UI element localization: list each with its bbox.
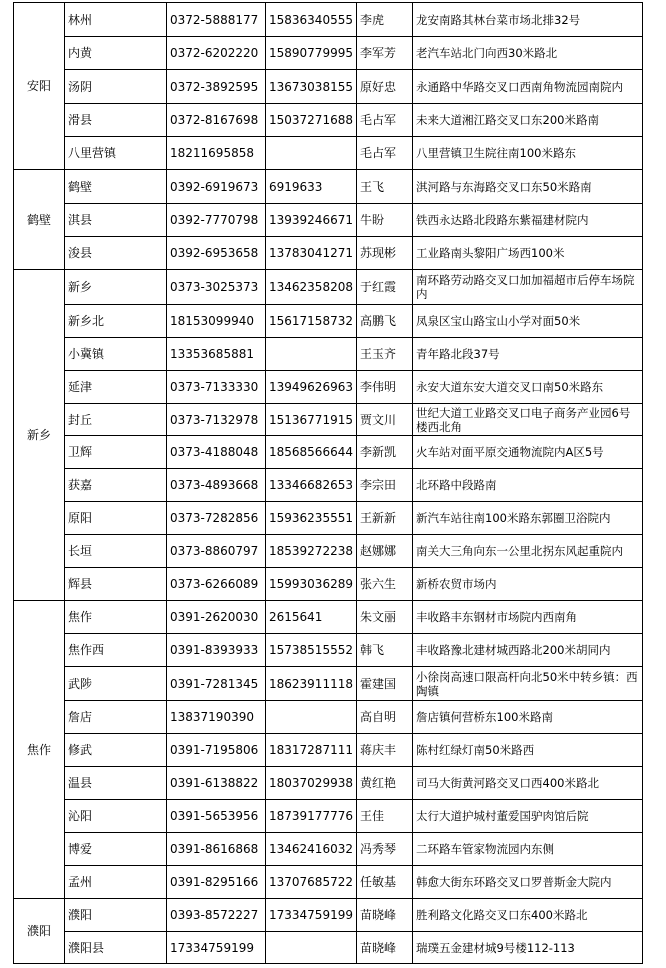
- site-name: 辉县: [65, 568, 167, 601]
- address: 新汽车站往南100米路东郭圈卫浴院内: [413, 502, 643, 535]
- table-row: [14, 137, 643, 170]
- mobile-number: 15037271688: [266, 104, 357, 137]
- phone-number: 0391-5653956: [167, 800, 266, 833]
- mobile-number: [266, 338, 357, 371]
- contact-person: 毛占军: [357, 137, 413, 170]
- address: 韩愈大街东环路交叉口罗普斯金大院内: [413, 866, 643, 899]
- phone-number: 0373-6266089: [167, 568, 266, 601]
- address: 丰收路豫北建材城西路北200米胡同内: [413, 634, 643, 667]
- site-name: 延津: [65, 371, 167, 404]
- phone-number: 0373-4893668: [167, 469, 266, 502]
- contact-person: 李伟明: [357, 371, 413, 404]
- phone-number: 0373-3025373: [167, 270, 266, 305]
- contact-person: 黄红艳: [357, 767, 413, 800]
- table-row: [14, 3, 643, 37]
- mobile-number: [266, 137, 357, 170]
- mobile-number: 15836340555: [266, 3, 357, 37]
- mobile-number: 13939246671: [266, 204, 357, 237]
- address: 龙安南路其林台菜市场北排32号: [413, 3, 643, 37]
- mobile-number: 15617158732: [266, 305, 357, 338]
- mobile-number: 13707685722: [266, 866, 357, 899]
- table-row: [14, 667, 643, 701]
- mobile-number: 15738515552: [266, 634, 357, 667]
- contact-person: 李新凯: [357, 436, 413, 469]
- mobile-number: 17334759199: [266, 899, 357, 932]
- phone-number: 0392-7770798: [167, 204, 266, 237]
- address: 司马大街黄河路交叉口西400米路北: [413, 767, 643, 800]
- table-row: [14, 800, 643, 833]
- phone-number: 0373-7133330: [167, 371, 266, 404]
- contact-person: 高自明: [357, 701, 413, 734]
- phone-number: 0391-7281345: [167, 667, 266, 701]
- contact-person: 李宗田: [357, 469, 413, 502]
- contact-person: 苏现彬: [357, 237, 413, 270]
- phone-number: 0372-5888177: [167, 3, 266, 37]
- phone-number: 13837190390: [167, 701, 266, 734]
- address: 太行大道护城村董爱国驴肉馆后院: [413, 800, 643, 833]
- contact-person: 朱文丽: [357, 601, 413, 634]
- mobile-number: 18739177776: [266, 800, 357, 833]
- contact-person: 高鹏飞: [357, 305, 413, 338]
- table-row: [14, 866, 643, 899]
- site-name: 浚县: [65, 237, 167, 270]
- site-name: 汤阴: [65, 70, 167, 104]
- contact-person: 霍建国: [357, 667, 413, 701]
- contact-person: 李虎: [357, 3, 413, 37]
- contact-person: 李军芳: [357, 37, 413, 70]
- site-name: 孟州: [65, 866, 167, 899]
- address: 淇河路与东海路交叉口东50米路南: [413, 170, 643, 204]
- table-row: [14, 932, 643, 964]
- address: 永安大道东安大道交叉口南50米路东: [413, 371, 643, 404]
- contact-person: 毛占军: [357, 104, 413, 137]
- site-name: 小冀镇: [65, 338, 167, 371]
- site-name: 原阳: [65, 502, 167, 535]
- address: 未来大道湘江路交叉口东200米路南: [413, 104, 643, 137]
- table-row: [14, 170, 643, 204]
- address: 老汽车站北门向西30米路北: [413, 37, 643, 70]
- table-row: [14, 371, 643, 404]
- phone-number: 13353685881: [167, 338, 266, 371]
- contact-person: 于红霞: [357, 270, 413, 305]
- address: 永通路中华路交叉口西南角物流园南院内: [413, 70, 643, 104]
- table-row: [14, 237, 643, 270]
- phone-number: 0391-2620030: [167, 601, 266, 634]
- mobile-number: 15136771915: [266, 404, 357, 436]
- table-row: [14, 436, 643, 469]
- mobile-number: 18539272238: [266, 535, 357, 568]
- address: 南关大三角向东一公里北拐东风起重院内: [413, 535, 643, 568]
- table-row: [14, 305, 643, 338]
- table-row: [14, 833, 643, 866]
- site-name: 武陟: [65, 667, 167, 701]
- address: 瑞璞五金建材城9号楼112-113: [413, 932, 643, 964]
- address: 北环路中段路南: [413, 469, 643, 502]
- site-name: 博爱: [65, 833, 167, 866]
- phone-number: 0373-7132978: [167, 404, 266, 436]
- phone-number: 0372-8167698: [167, 104, 266, 137]
- table-row: [14, 70, 643, 104]
- site-name: 获嘉: [65, 469, 167, 502]
- mobile-number: [266, 701, 357, 734]
- mobile-number: 15890779995: [266, 37, 357, 70]
- site-name: 焦作西: [65, 634, 167, 667]
- table-row: [14, 204, 643, 237]
- contact-person: 王新新: [357, 502, 413, 535]
- mobile-number: 13783041271: [266, 237, 357, 270]
- phone-number: 0391-8295166: [167, 866, 266, 899]
- site-name: 沁阳: [65, 800, 167, 833]
- address: 青年路北段37号: [413, 338, 643, 371]
- phone-number: 0393-8572227: [167, 899, 266, 932]
- site-name: 八里营镇: [65, 137, 167, 170]
- site-name: 鹤壁: [65, 170, 167, 204]
- table-row: [14, 634, 643, 667]
- phone-number: 0391-7195806: [167, 734, 266, 767]
- mobile-number: 13949626963: [266, 371, 357, 404]
- address: 胜利路文化路交叉口东400米路北: [413, 899, 643, 932]
- phone-number: 0373-8860797: [167, 535, 266, 568]
- mobile-number: 13673038155: [266, 70, 357, 104]
- contact-person: 赵娜娜: [357, 535, 413, 568]
- site-name: 濮阳县: [65, 932, 167, 964]
- city-cell: 新乡: [14, 270, 65, 601]
- phone-number: 0392-6919673: [167, 170, 266, 204]
- address: 二环路车管家物流园内东侧: [413, 833, 643, 866]
- table-row: [14, 535, 643, 568]
- phone-number: 0391-8616868: [167, 833, 266, 866]
- phone-number: 0373-7282856: [167, 502, 266, 535]
- address: 凤泉区宝山路宝山小学对面50米: [413, 305, 643, 338]
- address: 陈村红绿灯南50米路西: [413, 734, 643, 767]
- site-name: 淇县: [65, 204, 167, 237]
- contact-person: 贾文川: [357, 404, 413, 436]
- site-name: 修武: [65, 734, 167, 767]
- contact-person: 王佳: [357, 800, 413, 833]
- table-row: [14, 404, 643, 436]
- contact-person: 任敏基: [357, 866, 413, 899]
- contact-person: 蒋庆丰: [357, 734, 413, 767]
- city-cell: 焦作: [14, 601, 65, 899]
- contact-person: 王飞: [357, 170, 413, 204]
- address: 八里营镇卫生院往南100米路东: [413, 137, 643, 170]
- mobile-number: 6919633: [266, 170, 357, 204]
- phone-number: 0391-8393933: [167, 634, 266, 667]
- address: 小徐岗高速口限高杆向北50米中转乡镇：西陶镇: [413, 667, 643, 701]
- site-name: 长垣: [65, 535, 167, 568]
- branch-contact-table: [13, 2, 643, 964]
- contact-person: 原好忠: [357, 70, 413, 104]
- site-name: 濮阳: [65, 899, 167, 932]
- phone-number: 18153099940: [167, 305, 266, 338]
- site-name: 焦作: [65, 601, 167, 634]
- mobile-number: 15936235551: [266, 502, 357, 535]
- phone-number: 0373-4188048: [167, 436, 266, 469]
- address: 南环路劳动路交叉口加加福超市后停车场院内: [413, 270, 643, 305]
- table-row: [14, 502, 643, 535]
- table-row: [14, 767, 643, 800]
- address: 铁西永达路北段路东紫福建材院内: [413, 204, 643, 237]
- table-row: [14, 338, 643, 371]
- site-name: 新乡北: [65, 305, 167, 338]
- table-row: [14, 270, 643, 305]
- mobile-number: 2615641: [266, 601, 357, 634]
- city-cell: 濮阳: [14, 899, 65, 964]
- table-row: [14, 568, 643, 601]
- site-name: 林州: [65, 3, 167, 37]
- mobile-number: [266, 932, 357, 964]
- site-name: 滑县: [65, 104, 167, 137]
- mobile-number: 18568566644: [266, 436, 357, 469]
- table-row: [14, 37, 643, 70]
- contact-person: 苗晓峰: [357, 932, 413, 964]
- site-name: 詹店: [65, 701, 167, 734]
- address: 世纪大道工业路交叉口电子商务产业园6号楼西北角: [413, 404, 643, 436]
- contact-person: 苗晓峰: [357, 899, 413, 932]
- address: 新桥农贸市场内: [413, 568, 643, 601]
- phone-number: 0372-6202220: [167, 37, 266, 70]
- table-row: [14, 734, 643, 767]
- address: 詹店镇何营桥东100米路南: [413, 701, 643, 734]
- table-row: [14, 601, 643, 634]
- mobile-number: 15993036289: [266, 568, 357, 601]
- table-row: [14, 701, 643, 734]
- contact-person: 牛盼: [357, 204, 413, 237]
- phone-number: 0392-6953658: [167, 237, 266, 270]
- mobile-number: 13462416032: [266, 833, 357, 866]
- table-row: [14, 104, 643, 137]
- contact-person: 张六生: [357, 568, 413, 601]
- mobile-number: 18317287111: [266, 734, 357, 767]
- table-row: [14, 469, 643, 502]
- phone-number: 0372-3892595: [167, 70, 266, 104]
- site-name: 卫辉: [65, 436, 167, 469]
- address: 丰收路丰东钢材市场院内西南角: [413, 601, 643, 634]
- site-name: 温县: [65, 767, 167, 800]
- site-name: 内黄: [65, 37, 167, 70]
- table-row: [14, 899, 643, 932]
- city-cell: 安阳: [14, 3, 65, 170]
- mobile-number: 18623911118: [266, 667, 357, 701]
- address: 工业路南头黎阳广场西100米: [413, 237, 643, 270]
- site-name: 封丘: [65, 404, 167, 436]
- mobile-number: 13462358208: [266, 270, 357, 305]
- mobile-number: 13346682653: [266, 469, 357, 502]
- phone-number: 0391-6138822: [167, 767, 266, 800]
- table-body: [14, 3, 643, 964]
- contact-person: 王玉齐: [357, 338, 413, 371]
- contact-person: 冯秀琴: [357, 833, 413, 866]
- phone-number: 18211695858: [167, 137, 266, 170]
- contact-person: 韩飞: [357, 634, 413, 667]
- mobile-number: 18037029938: [266, 767, 357, 800]
- phone-number: 17334759199: [167, 932, 266, 964]
- site-name: 新乡: [65, 270, 167, 305]
- city-cell: 鹤壁: [14, 170, 65, 270]
- address: 火车站对面平原交通物流院内A区5号: [413, 436, 643, 469]
